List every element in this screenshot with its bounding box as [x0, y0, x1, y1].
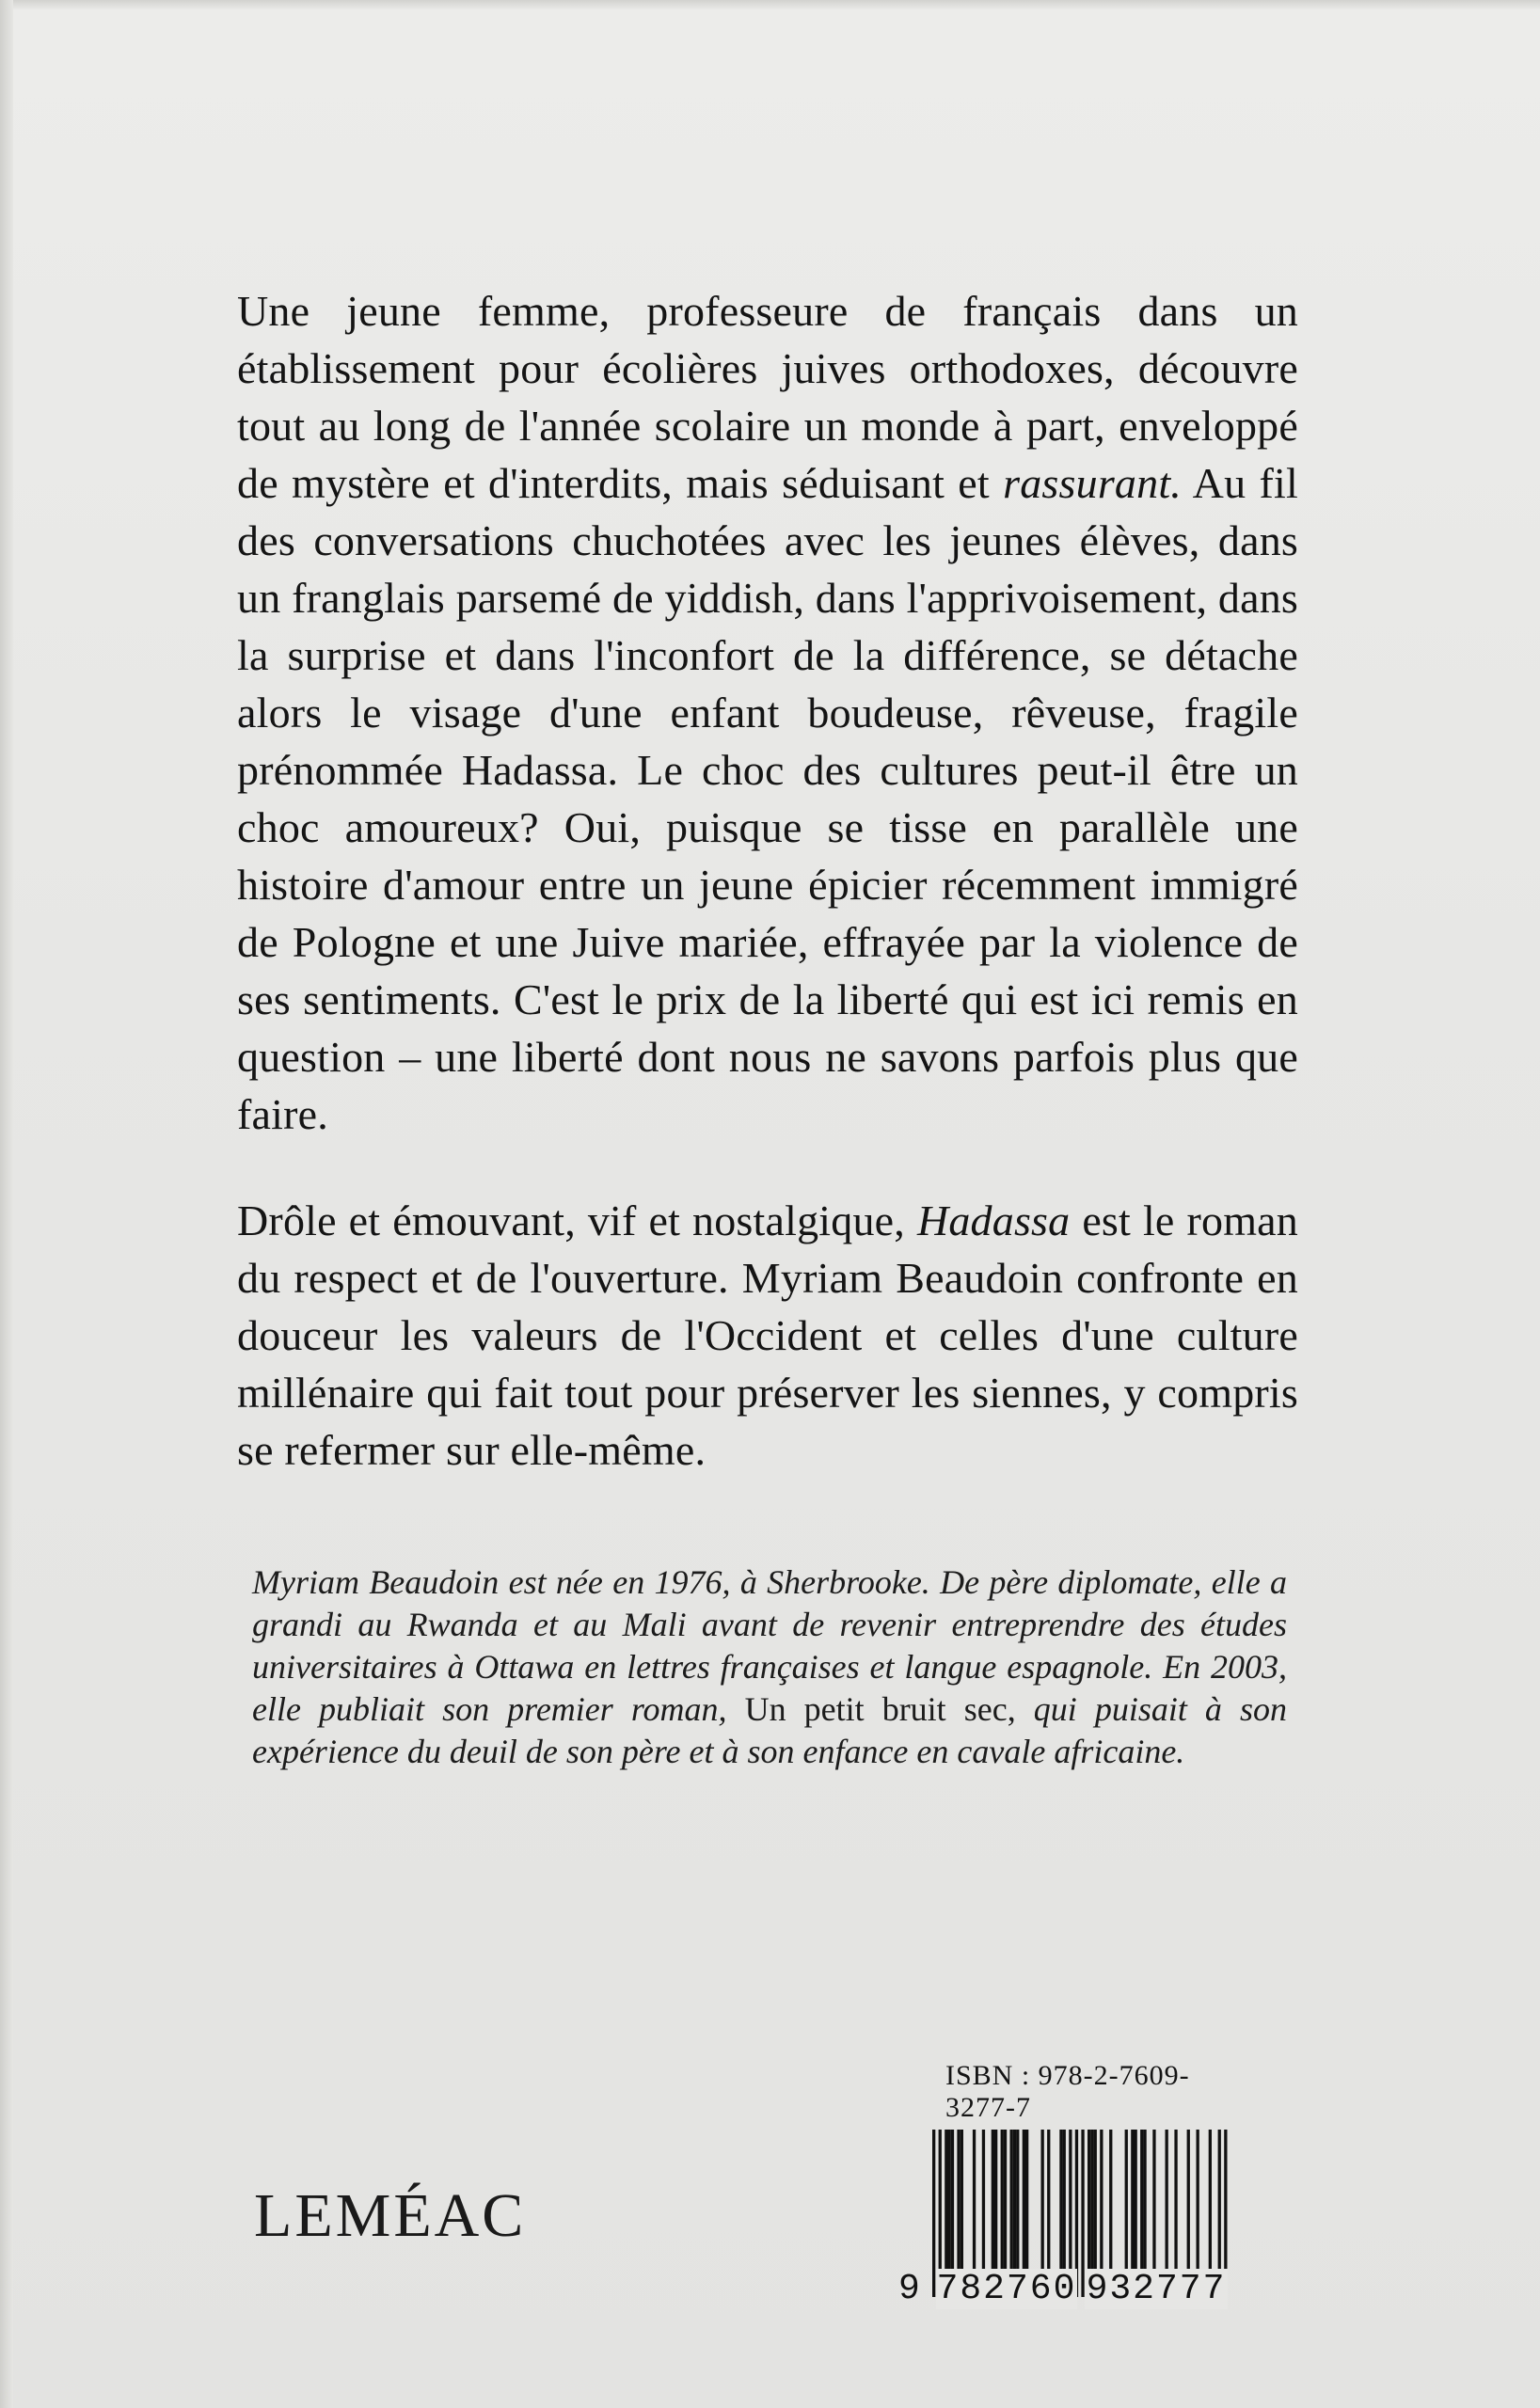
author-bio [252, 1561, 1287, 1773]
author-bio-book-title: Un petit bruit sec, [744, 1690, 1016, 1728]
barcode-bar [1187, 2130, 1190, 2271]
scan-edge-top [0, 0, 1540, 9]
barcode-bar [1135, 2130, 1137, 2271]
barcode-bar [1197, 2130, 1199, 2271]
barcode-bar [945, 2130, 947, 2271]
barcode-bar [1090, 2130, 1093, 2271]
barcode-bar [1174, 2130, 1177, 2271]
barcode-bar [1004, 2130, 1007, 2271]
scan-edge-left [0, 0, 13, 2408]
barcode-bar [1010, 2130, 1013, 2271]
barcode-bar [1013, 2130, 1016, 2271]
barcode-bar [1069, 2130, 1072, 2271]
barcode-bar [961, 2130, 963, 2271]
barcode-bar [1016, 2130, 1019, 2271]
barcode-bar [1023, 2130, 1025, 2271]
blurb-p2-text-a: Drôle et émouvant, vif et nostalgique, [237, 1196, 917, 1244]
barcode-bar [973, 2130, 976, 2271]
blurb-p1-text-b: Au fil des conversations chuchotées avec les jeunes élèves, dans un franglais parsemé de yiddish, dans l'apprivoisement, dans la surprise et dans l'inconfort de la différence, se détache alors le visage d'une enfant boudeuse, rêveuse, fragile prénommée Hadassa. Le choc des cultures peut-il être un choc amoureux? Oui, puisque se tisse en parallèle une histoire d'amour entre un jeune épicier récemment immigré de Pologne et une Juive mariée, effrayée par la violence de ses sentiments. C'est le prix de la liberté qui est ici remis en question – une liberté dont nous ne savons parfois plus que faire. [237, 459, 1298, 1138]
barcode-digits-left: 782760 [936, 2269, 1077, 2309]
barcode-bar [1059, 2130, 1062, 2271]
barcode-bar [1152, 2130, 1155, 2271]
blurb-p1-italic: rassurant. [1003, 459, 1182, 507]
barcode-bar [1209, 2130, 1212, 2271]
barcode-bar [982, 2130, 985, 2271]
barcode-bar [1001, 2130, 1004, 2271]
blurb-paragraph-2 [237, 1192, 1298, 1479]
blurb-p2-italic: Hadassa [916, 1196, 1071, 1244]
barcode-bar [1125, 2130, 1128, 2271]
blurb-p2-text-b: est le roman du respect et de l'ouverture. Myriam Beaudoin confronte en douceur les valeurs de l'Occident et celles d'une culture millénaire qui fait tout pour préserver les siennes, y compris se refermer sur elle-même. [237, 1196, 1299, 1474]
blurb [237, 282, 1298, 1528]
blurb-p1-text-a: Une jeune femme, professeure de français dans un établissement pour écolières juives orthodoxes, découvre tout au long de l'année scolaire un monde à part, enveloppé de mystère et d'interdits, mais séduisant et [237, 287, 1298, 507]
barcode-bar [932, 2130, 935, 2297]
barcode-bar [1166, 2130, 1168, 2271]
barcode-bar [1025, 2130, 1028, 2271]
barcode-bar [1109, 2130, 1112, 2271]
barcode-bar [1140, 2130, 1143, 2271]
barcode-bar [994, 2130, 997, 2271]
isbn-label: ISBN : 978-2-7609-3277-7 [945, 2060, 1190, 2123]
barcode-bar [1100, 2130, 1103, 2271]
publisher-logo: LEMÉAC [254, 2181, 527, 2250]
barcode-bar [1063, 2130, 1066, 2271]
barcode-bar [951, 2130, 954, 2271]
blurb-paragraph-1 [237, 282, 1298, 1143]
barcode-digits-right: 932777 [1086, 2269, 1227, 2309]
barcode-bar [1094, 2130, 1097, 2271]
barcode-bar [957, 2130, 960, 2271]
barcode-bar [1047, 2130, 1050, 2271]
author-bio-text-b: qui puisait à son expérience du deuil de son père et à son enfance en cavale africaine. [252, 1690, 1287, 1770]
isbn-block [898, 2060, 1237, 2308]
barcode-bar [1041, 2130, 1044, 2271]
barcode-bar [1088, 2130, 1090, 2271]
barcode-bar [948, 2130, 951, 2271]
barcode-bar [1143, 2130, 1146, 2271]
author-bio-text-a: Myriam Beaudoin est née en 1976, à Sherbrooke. De père diplomate, elle a grandi au Rwanda et au Mali avant de revenir entreprendre des études universitaires à Ottawa en lettres françaises et langue espagnole. En 2003, elle publiait son premier roman, [252, 1563, 1287, 1728]
barcode [898, 2130, 1237, 2308]
barcode-bar [992, 2130, 994, 2271]
barcode-bar [1131, 2130, 1134, 2271]
barcode-digit-first: 9 [898, 2269, 920, 2309]
